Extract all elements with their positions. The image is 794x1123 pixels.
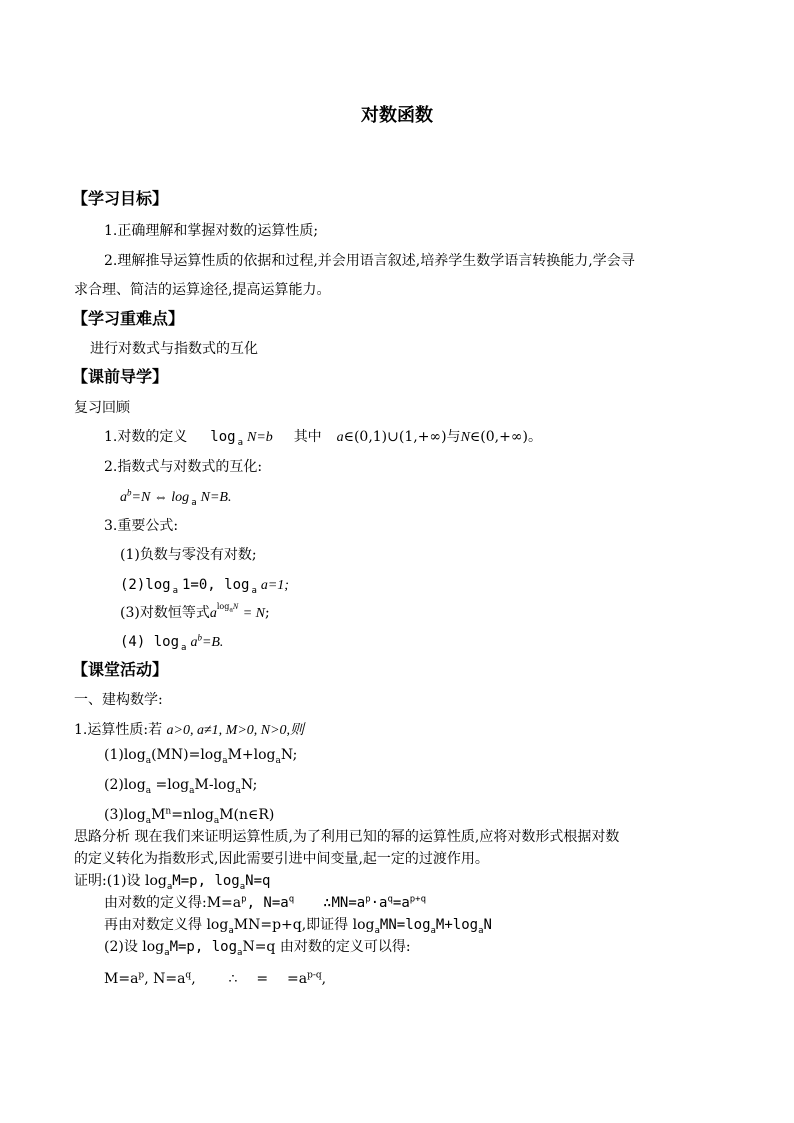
review-item-1: 1.对数的定义 log $_a$ N=b 其中 a∈(0,1)∪(1,+∞)与N∈(0,+∞)。 [104, 429, 542, 448]
key-points-heading: 【学习重难点】 [72, 309, 185, 328]
goal-1: 1.正确理解和掌握对数的运算性质; [104, 223, 319, 239]
operation-properties-intro: 1.运算性质:若 a>0, a≠1, M>0, N>0,则 [74, 722, 305, 738]
formula-3-2: (2)log $_a$ 1=0, log $_a$ a=1; [120, 577, 289, 596]
exp-log-conversion-formula: $a^b=N$ ⇔ log $_a$ N=B. [120, 487, 232, 508]
review-item-3: 3.重要公式: [104, 518, 179, 534]
proof-line-5: $M=a^p$, $N=a^q$, ∴ = $=a^{p-q}$, [104, 970, 327, 987]
class-activity-heading: 【课堂活动】 [72, 660, 169, 679]
build-math-label: 一、建构数学: [74, 692, 163, 708]
review-label: 复习回顾 [74, 400, 130, 416]
formula-3-3-log-identity: (3)对数恒等式$a^{log_aN} = N$; [120, 602, 270, 621]
key-points-text: 进行对数式与指数式的互化 [90, 341, 258, 357]
analysis-line-1: 思路分析 现在我们来证明运算性质,为了利用已知的幂的运算性质,应将对数形式根据对数 [74, 829, 620, 845]
proof-line-4: (2)设 $\log_aM=p$, $\log_aN=q$ 由对数的定义可以得: [104, 939, 411, 958]
analysis-line-2: 的定义转化为指数形式,因此需要引进中间变量,起一定的过渡作用。 [74, 851, 489, 867]
review-item-2: 2.指数式与对数式的互化: [104, 459, 263, 475]
proof-line-2: 由对数的定义得$:M=a^p$, $N=a^q$ $\therefore MN=a^p\cdot a^q=a^{p+q}$ [104, 894, 427, 911]
property-1: $(1)\log_a(MN)=\log_aM+\log_aN$; [104, 747, 298, 766]
preview-heading: 【课前导学】 [72, 367, 169, 386]
formula-3-1: (1)负数与零没有对数; [120, 547, 257, 563]
page-title: 对数函数 [361, 105, 433, 126]
property-2: $(2)\log_a =\log_aM-\log_aN$; [104, 777, 258, 796]
proof-line-3: 再由对数定义得 $\log_aMN=p+q$,即证得 $\log_aMN=\log_aM+\log_aN$ [104, 917, 492, 936]
formula-3-4: (4) log $_a$ $a^b=B$. [120, 632, 224, 653]
proof-line-1: 证明:(1)设 $\log_aM=p$, $\log_aN=q$ [74, 873, 271, 892]
goals-heading: 【学习目标】 [72, 189, 169, 208]
goal-2-line-2: 求合理、简洁的运算途径,提高运算能力。 [74, 282, 331, 298]
goal-2-line-1: 2.理解推导运算性质的依据和过程,并会用语言叙述,培养学生数学语言转换能力,学会寻 [104, 253, 635, 269]
property-3: $(3)\log_aM^n=nlog_aM(n\in R)$ [104, 806, 275, 826]
